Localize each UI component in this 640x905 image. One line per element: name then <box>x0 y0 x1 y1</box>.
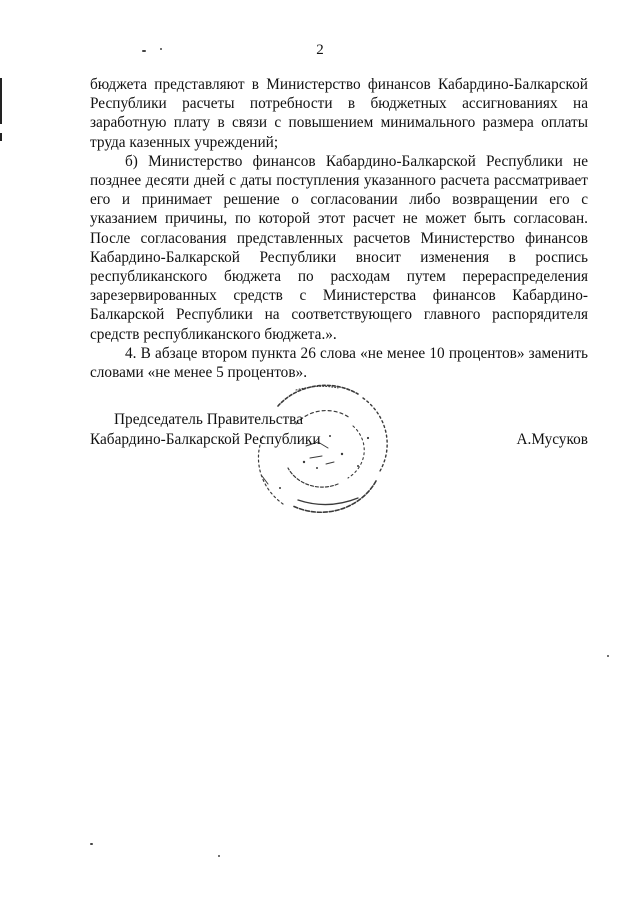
scan-speck <box>90 843 93 845</box>
scan-speck <box>607 655 609 657</box>
scan-margin-mark <box>0 133 2 141</box>
signatory-name: А.Мусуков <box>516 431 588 448</box>
paragraph-subclause-b: б) Министерство финансов Кабардино-Балкарской Республики не позднее десяти дней с даты поступления указанного расчета рассматривает его и принимает решение о согласовании либо возвращении его с указанием причины, по которой этот расчет не может быть согласован. После согласования представленных расчетов Министерство финансов Кабардино-Балкарской Республики вносит изменения в роспись республиканского бюджета по расходам путем перераспределения зарезервированных средств с Министерства финансов Кабардино-Балкарской Республики на соответствующего главного распорядителя средств республиканского бюджета.». <box>90 152 588 343</box>
page-number: 2 <box>316 42 324 58</box>
scan-margin-mark <box>0 78 2 124</box>
scan-speck <box>218 855 220 857</box>
signatory-title-line1: Председатель Правительства <box>114 411 303 428</box>
document-body <box>90 75 588 382</box>
paragraph-continuation: бюджета представляют в Министерство финансов Кабардино-Балкарской Республики расчеты потребности в бюджетных ассигнованиях на заработную плату в связи с повышением минимального размера оплаты труда казенных учреждений; <box>90 76 588 151</box>
paragraph-item-4: 4. В абзаце втором пункта 26 слова «не менее 10 процентов» заменить словами «не менее 5 процентов». <box>90 344 588 382</box>
signatory-title-line2: Кабардино-Балкарской Республики <box>90 431 321 448</box>
